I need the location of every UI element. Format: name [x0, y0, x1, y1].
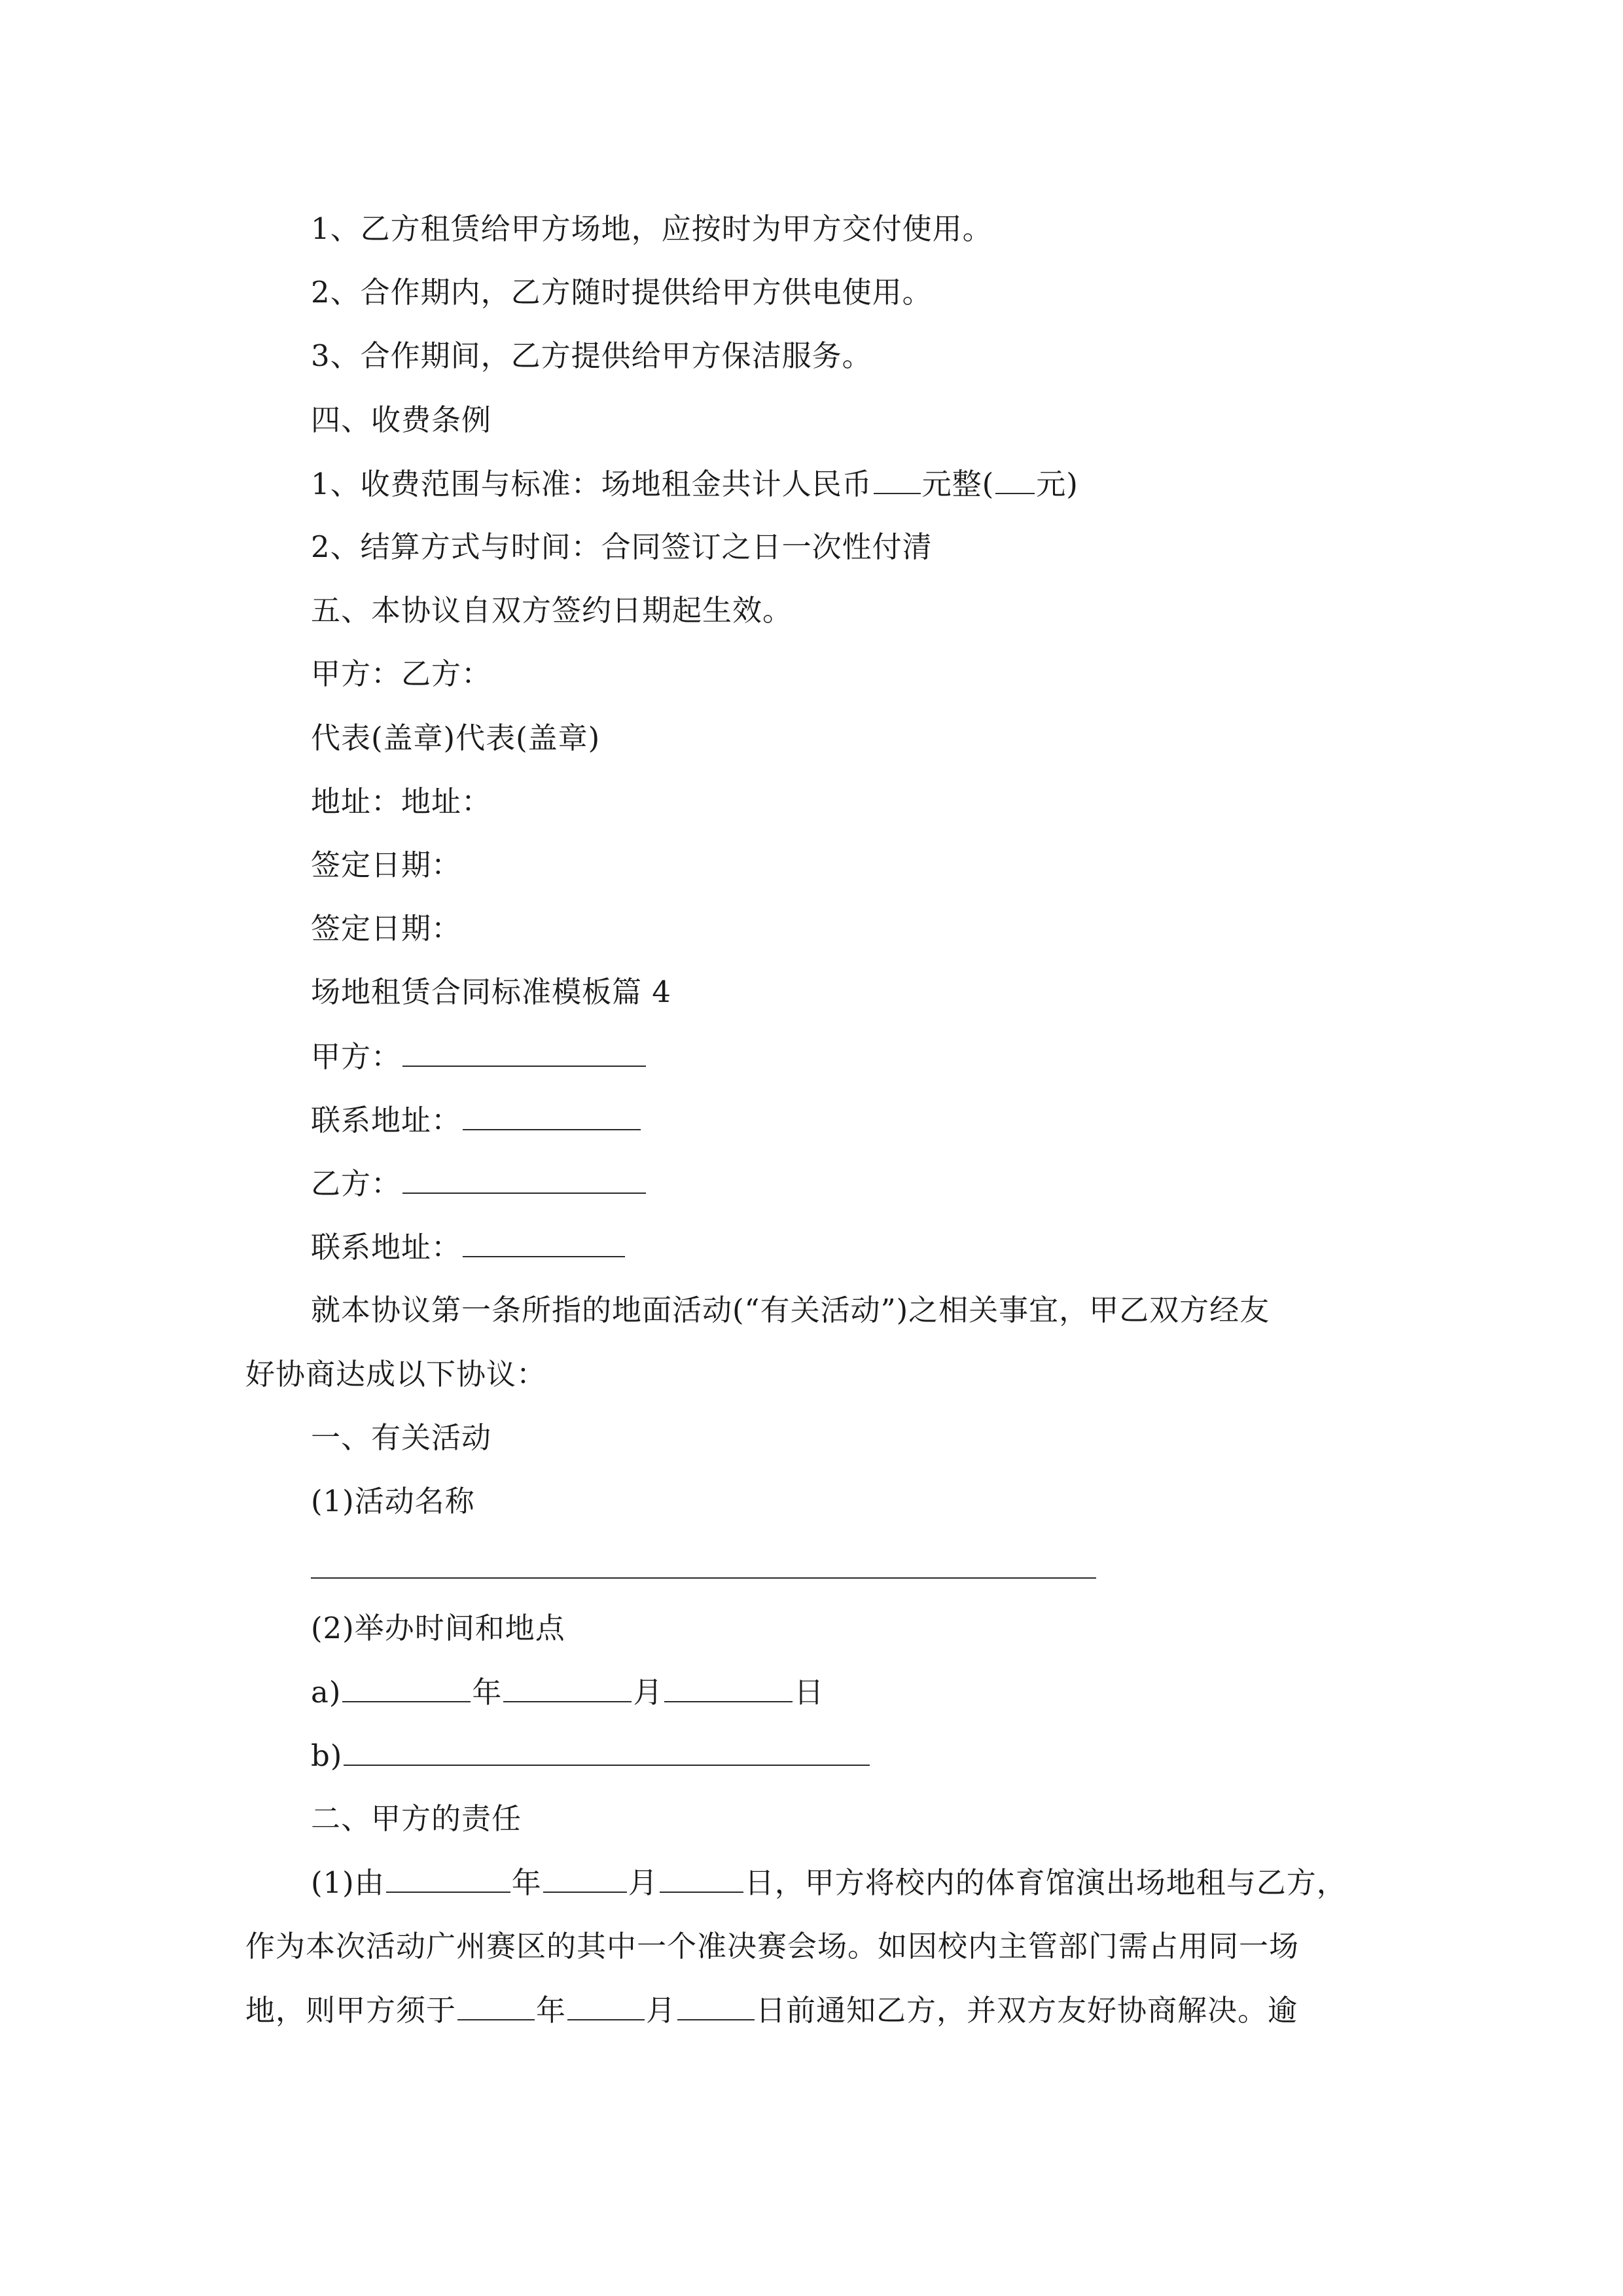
party-a-address-line [311, 1100, 642, 1139]
paragraph-line: 好协商达成以下协议： [245, 1357, 547, 1391]
section-heading: 五、本协议自双方签约日期起生效。 [311, 593, 793, 628]
amount-blank [995, 464, 1035, 494]
party-b-address-line [311, 1227, 626, 1266]
day-label: 日 [794, 1675, 825, 1710]
signature-date-line: 签定日期： [311, 848, 462, 882]
party-b-label: 乙方： [311, 1166, 402, 1201]
party-b-address-label: 联系地址： [311, 1230, 462, 1265]
paragraph-line: 作为本次活动广州赛区的其中一个准决赛会场。如因校内主管部门需占用同一场 [245, 1929, 1300, 1964]
item-heading: (1)活动名称 [311, 1484, 475, 1518]
fee-standard-text: 1、收费范围与标准：场地租金共计人民币 [311, 467, 872, 501]
year-label: 年 [536, 1993, 567, 2028]
paragraph-line [311, 1863, 1347, 1902]
day-blank [664, 1672, 793, 1702]
fee-unit-text: 元整( [921, 467, 995, 501]
clause-line: 2、结算方式与时间：合同签订之日一次性付清 [311, 529, 933, 564]
party-b-blank [402, 1164, 646, 1194]
date-line [311, 1672, 824, 1712]
fee-standard-line [311, 464, 1079, 503]
signature-address-line: 地址：地址： [311, 784, 492, 819]
notice-prefix: 地，则甲方须于 [245, 1993, 457, 2028]
section-heading: 一、有关活动 [311, 1420, 492, 1455]
month-label: 月 [646, 1993, 677, 2028]
party-a-line [311, 1037, 647, 1076]
paragraph-line [245, 1990, 1298, 2030]
signature-party-line: 甲方：乙方： [311, 656, 492, 691]
clause-line: 3、合作期间，乙方提供给甲方保洁服务。 [311, 338, 872, 373]
party-a-blank [402, 1037, 646, 1067]
year-label: 年 [511, 1865, 542, 1900]
party-a-label: 甲方： [311, 1039, 402, 1074]
clause-line: 1、乙方租赁给甲方场地，应按时为甲方交付使用。 [311, 211, 993, 246]
section-heading: 四、收费条例 [311, 403, 492, 437]
location-blank [344, 1736, 870, 1766]
section-heading: 二、甲方的责任 [311, 1801, 522, 1836]
item-heading: (2)举办时间和地点 [311, 1611, 565, 1645]
term-prefix: (1)由 [311, 1865, 385, 1900]
fee-unit-close-text: 元) [1036, 467, 1079, 501]
party-b-line [311, 1164, 647, 1203]
day-blank [677, 1990, 755, 2020]
month-blank [503, 1672, 632, 1702]
location-line [311, 1736, 871, 1775]
notice-text: 日前通知乙方，并双方友好协商解决。逾 [756, 1993, 1298, 2028]
year-blank [457, 1990, 535, 2020]
location-prefix: b) [311, 1738, 343, 1773]
signature-seal-line: 代表(盖章)代表(盖章) [311, 721, 601, 755]
year-blank [386, 1863, 510, 1893]
date-prefix: a) [311, 1675, 342, 1710]
amount-blank [874, 464, 921, 494]
day-blank [660, 1863, 743, 1893]
party-a-address-blank [463, 1100, 641, 1130]
year-blank [342, 1672, 471, 1702]
term-text: 日，甲方将校内的体育馆演出场地租与乙方， [744, 1865, 1347, 1900]
paragraph-line: 就本协议第一条所指的地面活动(“有关活动”)之相关事宜，甲乙双方经友 [311, 1293, 1270, 1327]
signature-date-line: 签定日期： [311, 911, 462, 946]
month-label: 月 [628, 1865, 658, 1900]
month-label: 月 [633, 1675, 664, 1710]
document-subtitle: 场地租赁合同标准模板篇 4 [311, 975, 671, 1009]
month-blank [543, 1863, 627, 1893]
party-b-address-blank [463, 1227, 625, 1257]
party-a-address-label: 联系地址： [311, 1103, 462, 1138]
activity-name-blank [311, 1577, 1096, 1579]
clause-line: 2、合作期内，乙方随时提供给甲方供电使用。 [311, 275, 933, 310]
month-blank [567, 1990, 645, 2020]
year-label: 年 [472, 1675, 503, 1710]
